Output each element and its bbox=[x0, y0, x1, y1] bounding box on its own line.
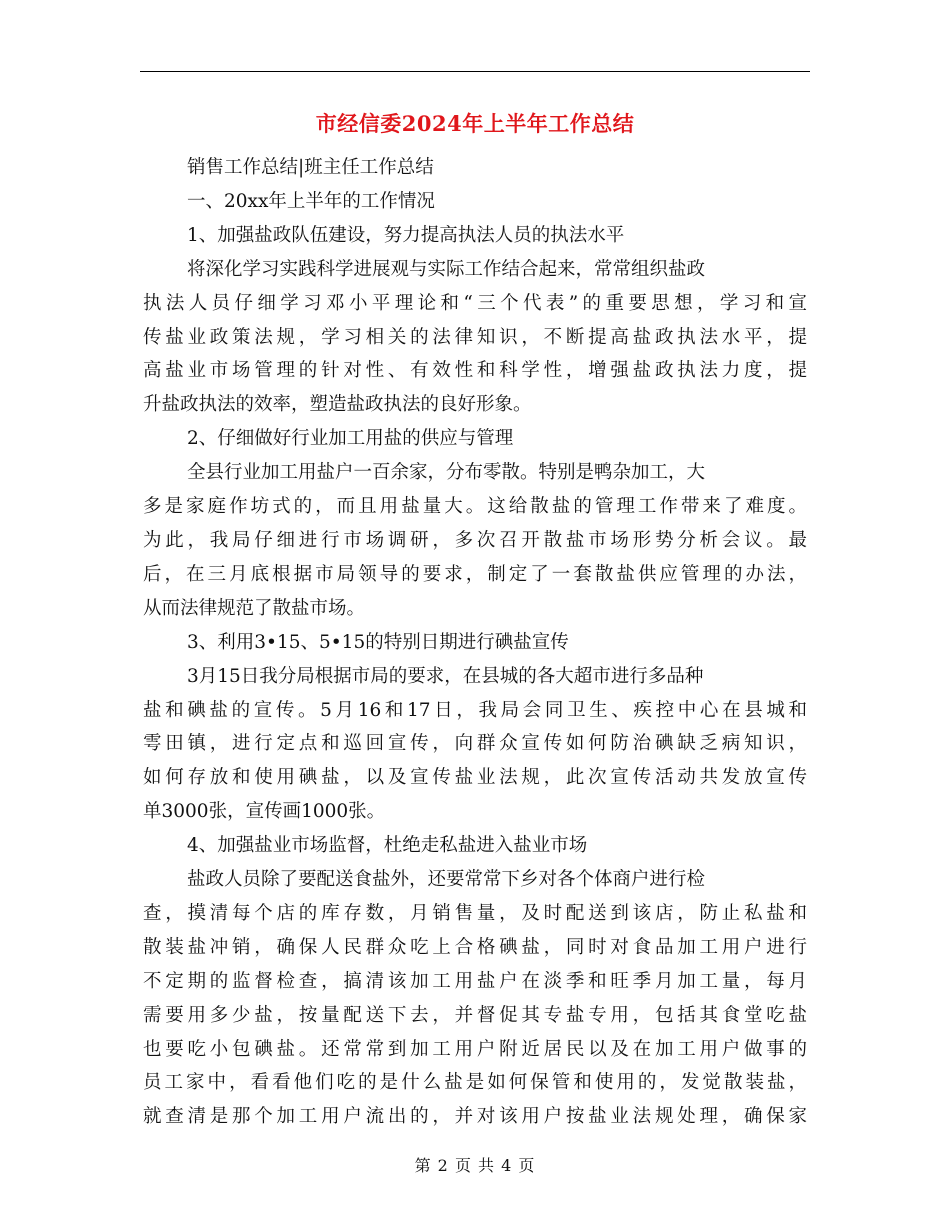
paragraph-line: 从而法律规范了散盐市场。 bbox=[143, 597, 366, 619]
document-body bbox=[143, 151, 807, 1134]
subsection-heading: 1、加强盐政队伍建设，努力提高执法人员的执法水平 bbox=[187, 224, 625, 246]
paragraph-line: 需要用多少盐，按量配送下去，并督促其专盐专用，包括其食堂吃盐 bbox=[143, 1004, 807, 1026]
header-rule bbox=[140, 71, 810, 72]
paragraph-line: 就查清是那个加工用户流出的，并对该用户按盐业法规处理，确保家 bbox=[143, 1106, 807, 1128]
subsection-heading: 2、仔细做好行业加工用盐的供应与管理 bbox=[187, 428, 514, 450]
paragraph-line: 雩田镇，进行定点和巡回宣传，向群众宣传如何防治碘缺乏病知识， bbox=[143, 733, 807, 755]
paragraph-line: 全县行业加工用盐户一百余家，分布零散。特别是鸭杂加工，大 bbox=[187, 462, 706, 484]
paragraph-line: 不定期的监督检查，搞清该加工用盐户在淡季和旺季月加工量，每月 bbox=[143, 970, 807, 992]
paragraph-line: 盐和碘盐的宣传。5月16和17日，我局会同卫生、疾控中心在县城和 bbox=[143, 699, 807, 721]
paragraph-line: 高盐业市场管理的针对性、有效性和科学性，增强盐政执法力度，提 bbox=[143, 360, 807, 382]
paragraph-line: 盐政人员除了要配送食盐外，还要常常下乡对各个体商户进行检 bbox=[187, 869, 706, 891]
paragraph-line: 3月15日我分局根据市局的要求，在县城的各大超市进行多品种 bbox=[187, 665, 704, 687]
paragraph-line: 如何存放和使用碘盐，以及宣传盐业法规，此次宣传活动共发放宣传 bbox=[143, 767, 807, 789]
paragraph-line: 查，摸清每个店的库存数，月销售量，及时配送到该店，防止私盐和 bbox=[143, 902, 807, 924]
paragraph-line: 传盐业政策法规，学习相关的法律知识，不断提高盐政执法水平，提 bbox=[143, 326, 807, 348]
paragraph-line: 为此，我局仔细进行市场调研，多次召开散盐市场形势分析会议。最 bbox=[143, 529, 807, 551]
paragraph-line: 升盐政执法的效率，塑造盐政执法的良好形象。 bbox=[143, 394, 532, 416]
paragraph-line: 多是家庭作坊式的，而且用盐量大。这给散盐的管理工作带来了难度。 bbox=[143, 496, 807, 518]
section-heading: 一、20xx年上半年的工作情况 bbox=[187, 190, 435, 212]
paragraph-line: 单3000张，宣传画1000张。 bbox=[143, 801, 386, 823]
document-title: 市经信委2024年上半年工作总结 bbox=[315, 111, 635, 136]
paragraph-line: 执法人员仔细学习邓小平理论和“三个代表”的重要思想，学习和宣 bbox=[143, 292, 807, 314]
paragraph-line: 散装盐冲销，确保人民群众吃上合格碘盐，同时对食品加工用户进行 bbox=[143, 936, 807, 958]
page-number: 第 2 页 共 4 页 bbox=[414, 1156, 536, 1175]
subsection-heading: 3、利用3•15、5•15的特别日期进行碘盐宣传 bbox=[187, 631, 569, 653]
paragraph-line: 员工家中，看看他们吃的是什么盐是如何保管和使用的，发觉散装盐， bbox=[143, 1072, 807, 1094]
paragraph-line: 也要吃小包碘盐。还常常到加工用户附近居民以及在加工用户做事的 bbox=[143, 1038, 807, 1060]
paragraph-line: 将深化学习实践科学进展观与实际工作结合起来，常常组织盐政 bbox=[187, 258, 706, 280]
paragraph-line: 销售工作总结|班主任工作总结 bbox=[187, 157, 434, 178]
subsection-heading: 4、加强盐业市场监督，杜绝走私盐进入盐业市场 bbox=[187, 835, 588, 857]
paragraph-line: 后，在三月底根据市局领导的要求，制定了一套散盐供应管理的办法， bbox=[143, 563, 807, 585]
